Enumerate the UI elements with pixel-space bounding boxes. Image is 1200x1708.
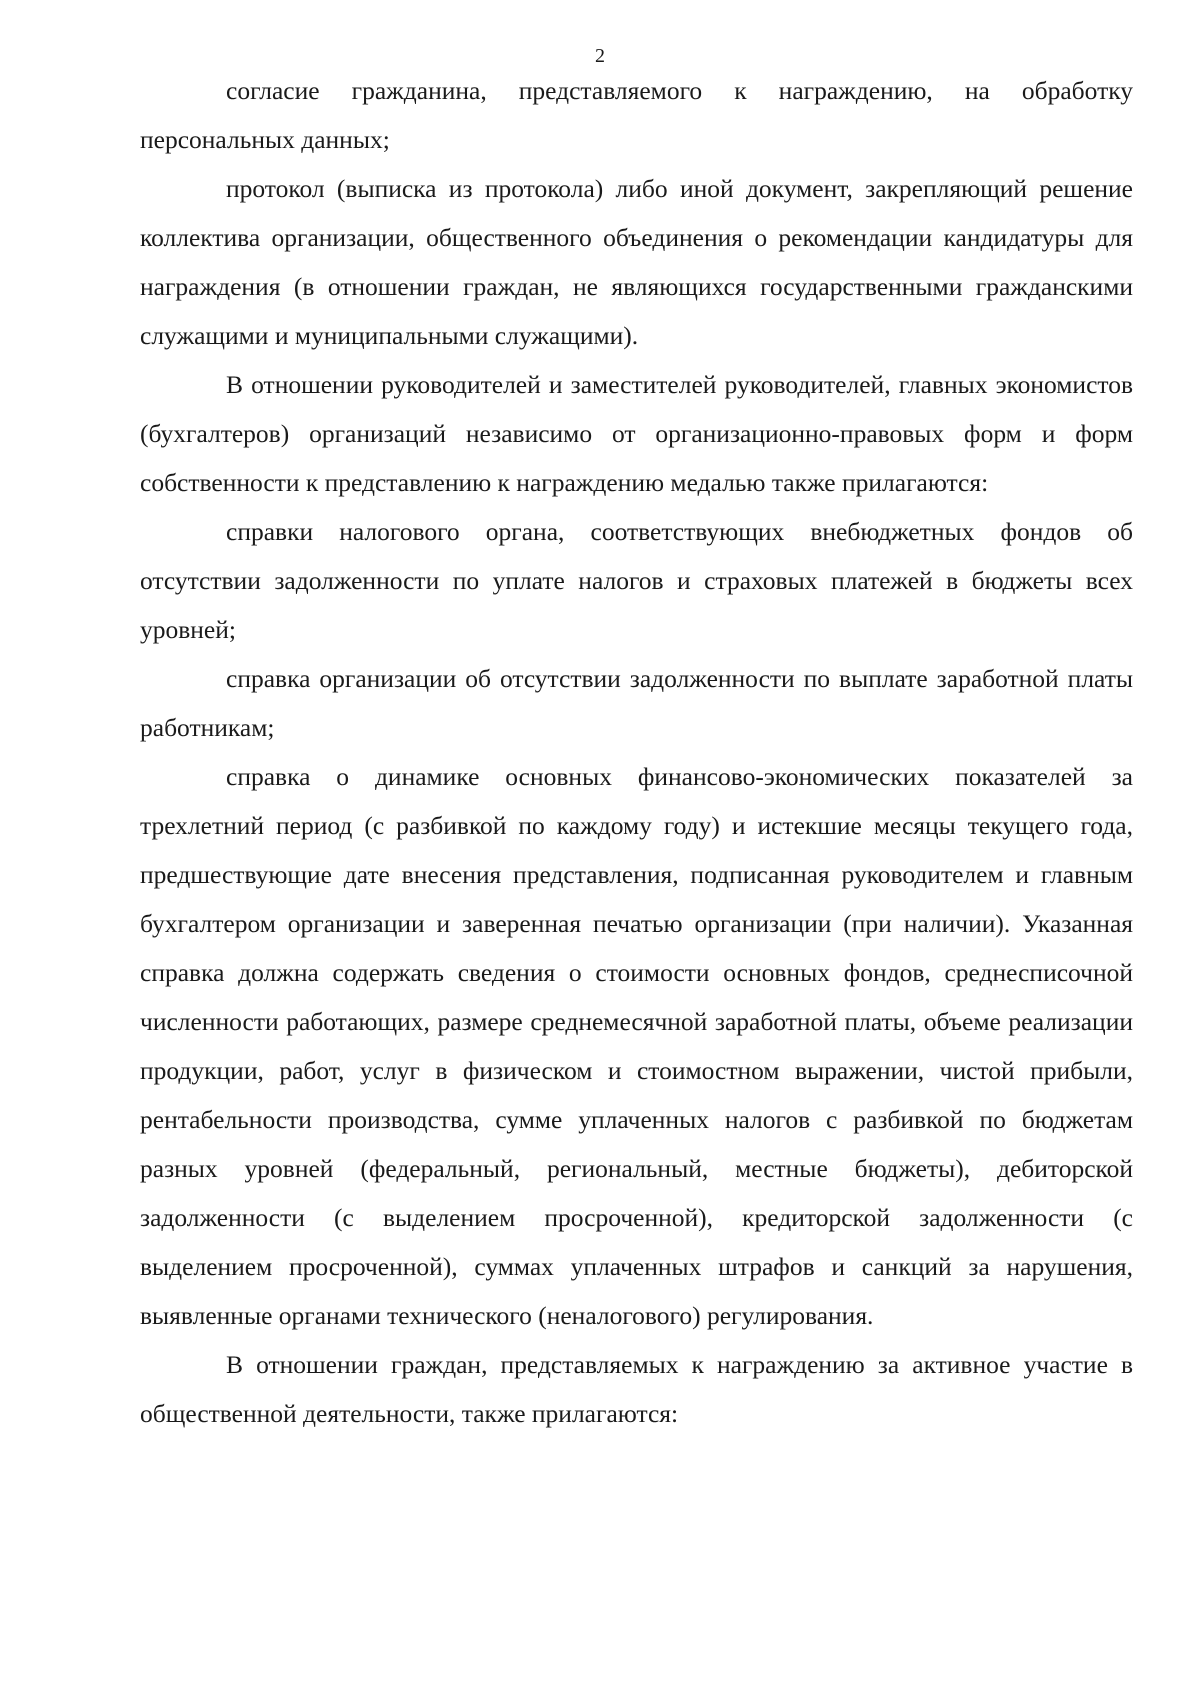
- paragraph-salary-certificate: справка организации об отсутствии задолженности по выплате заработной платы работникам;: [140, 664, 1133, 742]
- document-body: [140, 66, 1133, 1438]
- paragraph-financial-certificate: справка о динамике основных финансово-экономических показателей за трехлетний период (с разбивкой по каждому году) и истекшие месяцы текущего года, предшествующие дате внесения представления, подписанная руководителем и главным бухгалтером организации и заверенная печатью организации (при наличии). Указанная справка должна содержать сведения о стоимости основных фондов, среднесписочной численности работающих, размере среднемесячной заработной платы, объеме реализации продукции, работ, услуг в физическом и стоимостном выражении, чистой прибыли, рентабельности производства, сумме уплаченных налогов с разбивкой по бюджетам разных уровней (федеральный, региональный, местные бюджеты), дебиторской задолженности (с выделением просроченной), кредиторской задолженности (с выделением просроченной), суммах уплаченных штрафов и санкций за нарушения, выявленные органами технического (неналогового) регулирования.: [140, 762, 1133, 1330]
- paragraph-protocol: протокол (выписка из протокола) либо иной документ, закрепляющий решение коллектива организации, общественного объединения о рекомендации кандидатуры для награждения (в отношении граждан, не являющихся государственными гражданскими служащими и муниципальными служащими).: [140, 174, 1133, 350]
- paragraph-tax-certificates: справки налогового органа, соответствующих внебюджетных фондов об отсутствии задолженности по уплате налогов и страховых платежей в бюджеты всех уровней;: [140, 517, 1133, 644]
- paragraph-public-activity-intro: В отношении граждан, представляемых к награждению за активное участие в общественной деятельности, также прилагаются:: [140, 1350, 1133, 1428]
- page-number: 2: [595, 45, 605, 67]
- paragraph-consent: согласие гражданина, представляемого к награждению, на обработку персональных данных;: [140, 76, 1133, 154]
- paragraph-managers-intro: В отношении руководителей и заместителей руководителей, главных экономистов (бухгалтеров) организаций независимо от организационно-правовых форм и форм собственности к представлению к награждению медалью также прилагаются:: [140, 370, 1133, 497]
